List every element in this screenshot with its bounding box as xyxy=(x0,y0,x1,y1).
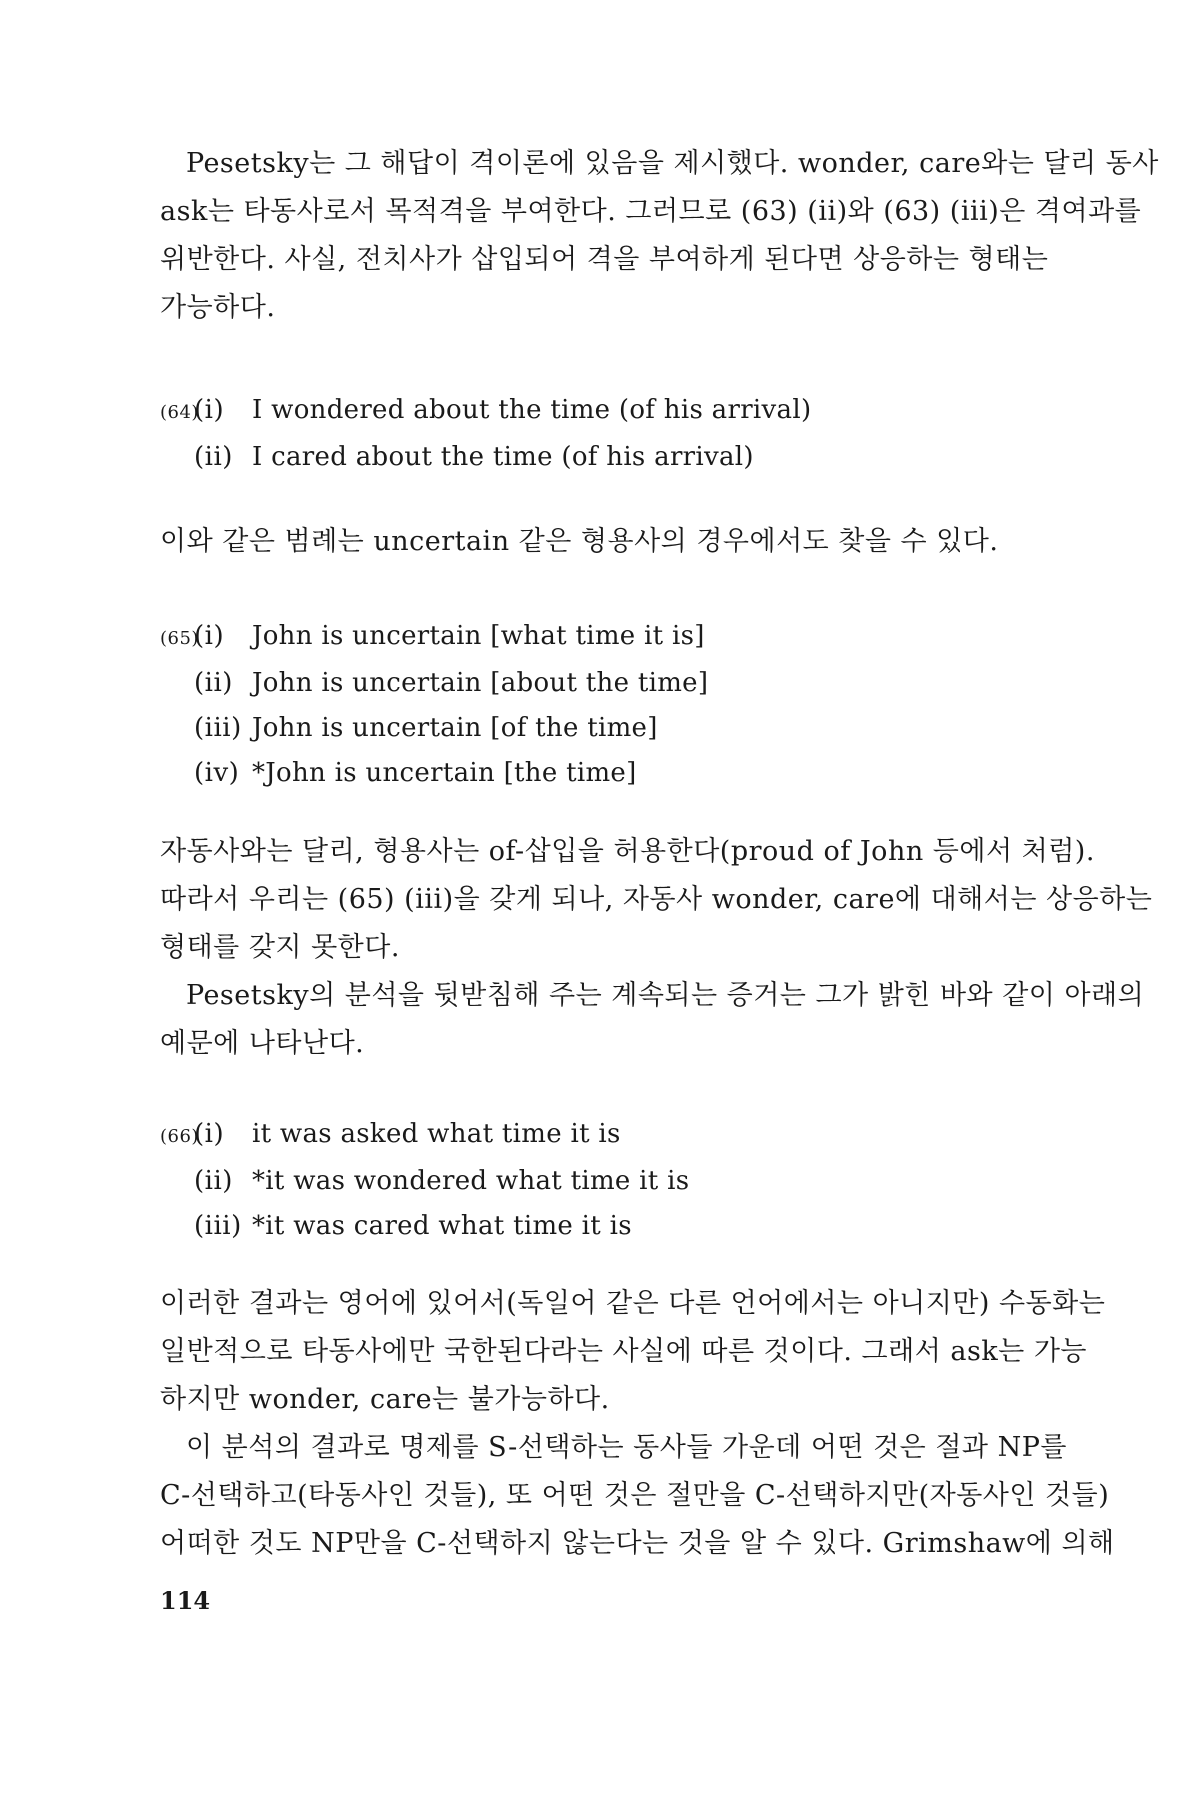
paragraph-3 xyxy=(160,828,1153,972)
paragraph-line: Pesetsky의 분석을 뒷받침해 주는 계속되는 증거는 그가 밝힌 바와 같이 아래의 xyxy=(186,980,1145,1011)
paragraph-line: 일반적으로 타동사에만 국한된다라는 사실에 따른 것이다. 그래서 ask는 가능 xyxy=(160,1336,1088,1367)
paragraph-2 xyxy=(160,518,1040,566)
paragraph-line: Pesetsky는 그 해답이 격이론에 있음을 제시했다. wonder, care와는 달리 동사 xyxy=(186,148,1159,179)
example-roman: (iii) xyxy=(194,1211,242,1241)
example-text: I cared about the time (of his arrival) xyxy=(252,442,754,472)
paragraph-line: 이러한 결과는 영어에 있어서(독일어 같은 다른 언어에서는 아니지만) 수동화는 xyxy=(160,1288,1106,1319)
paragraph-line: 자동사와는 달리, 형용사는 of-삽입을 허용한다(proud of John 등에서 처럼). xyxy=(160,836,1095,867)
example-line xyxy=(160,1112,1040,1159)
paragraph-1 xyxy=(160,140,1159,332)
example-line xyxy=(160,706,1040,751)
paragraph-line: 어떠한 것도 NP만을 C-선택하지 않는다는 것을 알 수 있다. Grimshaw에 의해 xyxy=(160,1528,1115,1559)
paragraph-line: ask는 타동사로서 목적격을 부여한다. 그러므로 (63) (ii)와 (63) (iii)은 격여과를 xyxy=(160,196,1142,227)
paragraph-line: C-선택하고(타동사인 것들), 또 어떤 것은 절만을 C-선택하지만(자동사인 것들) xyxy=(160,1480,1110,1511)
example-number: (64) xyxy=(160,402,199,423)
example-text: I wondered about the time (of his arrival) xyxy=(252,395,812,425)
example-line xyxy=(160,1204,1040,1249)
example-64 xyxy=(160,388,1040,480)
paragraph-line: 따라서 우리는 (65) (iii)을 갖게 되나, 자동사 wonder, care에 대해서는 상응하는 xyxy=(160,884,1153,915)
example-roman: (ii) xyxy=(194,668,233,698)
example-text: *it was cared what time it is xyxy=(252,1211,632,1241)
paragraph-line: 이와 같은 범례는 uncertain 같은 형용사의 경우에서도 찾을 수 있다. xyxy=(160,526,999,557)
paragraph-line: 위반한다. 사실, 전치사가 삽입되어 격을 부여하게 된다면 상응하는 형태는 xyxy=(160,244,1049,275)
example-roman: (ii) xyxy=(194,1166,233,1196)
example-line xyxy=(160,388,1040,435)
example-roman: (iii) xyxy=(194,713,242,743)
example-line xyxy=(160,435,1040,480)
paragraph-line: 하지만 wonder, care는 불가능하다. xyxy=(160,1384,610,1415)
example-text: John is uncertain [what time it is] xyxy=(252,621,705,651)
paragraph-6 xyxy=(160,1424,1115,1568)
example-text: *John is uncertain [the time] xyxy=(252,758,637,788)
example-66 xyxy=(160,1112,1040,1249)
example-number: (65) xyxy=(160,628,199,649)
example-line xyxy=(160,614,1040,661)
paragraph-line: 가능하다. xyxy=(160,292,276,323)
example-text: it was asked what time it is xyxy=(252,1119,621,1149)
paragraph-line: 이 분석의 결과로 명제를 S-선택하는 동사들 가운데 어떤 것은 절과 NP를 xyxy=(186,1432,1067,1463)
example-roman: (i) xyxy=(194,1119,225,1149)
example-text: *it was wondered what time it is xyxy=(252,1166,690,1196)
example-roman: (i) xyxy=(194,395,225,425)
example-roman: (ii) xyxy=(194,442,233,472)
example-line xyxy=(160,751,1040,796)
example-line xyxy=(160,1159,1040,1204)
example-text: John is uncertain [about the time] xyxy=(252,668,709,698)
example-number: (66) xyxy=(160,1126,199,1147)
example-text: John is uncertain [of the time] xyxy=(252,713,658,743)
example-65 xyxy=(160,614,1040,796)
paragraph-5 xyxy=(160,1280,1106,1424)
page-number: 114 xyxy=(160,1586,211,1615)
paragraph-4 xyxy=(160,972,1145,1068)
paragraph-line: 예문에 나타난다. xyxy=(160,1028,365,1059)
paragraph-line: 형태를 갖지 못한다. xyxy=(160,932,400,963)
example-line xyxy=(160,661,1040,706)
example-roman: (iv) xyxy=(194,758,240,788)
example-roman: (i) xyxy=(194,621,225,651)
